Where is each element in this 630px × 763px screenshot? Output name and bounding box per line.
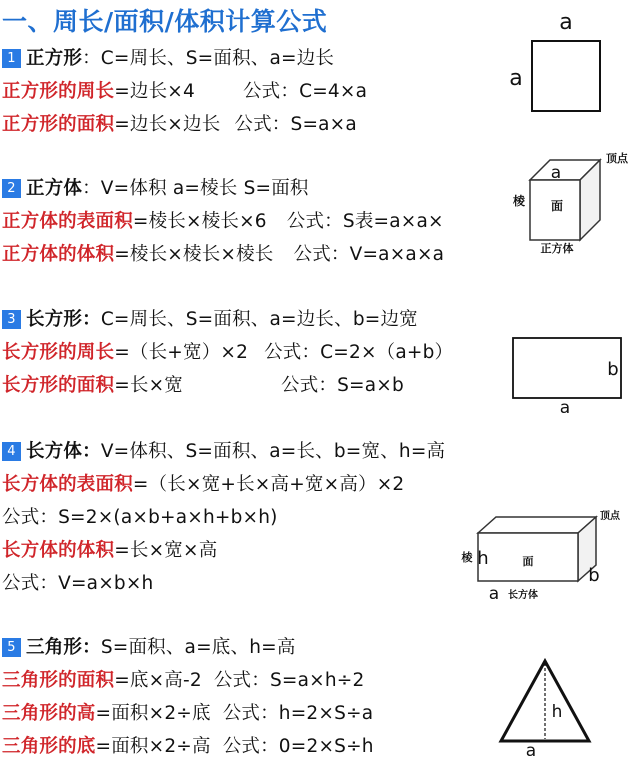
square-definition	[2, 46, 334, 72]
rectangle-perimeter-line	[2, 340, 453, 366]
section-name: 正方体	[26, 178, 83, 199]
height-label: h	[551, 702, 563, 722]
edge-label: 棱	[461, 551, 473, 564]
formula-expression: 公式：S=a×a	[234, 114, 357, 135]
cuboid-surface-line	[2, 472, 404, 498]
width-label: b	[588, 565, 600, 586]
formula-label: 三角形的高	[2, 703, 96, 724]
formula-label: 三角形的底	[2, 736, 96, 757]
cube-surface-line	[2, 209, 444, 235]
formula-label: 正方体的表面积	[2, 211, 133, 232]
cube-volume-line	[2, 242, 444, 268]
section-number: 4	[2, 442, 21, 461]
definition-text: C=周长、S=面积、a=边长、b=边宽	[100, 309, 418, 330]
formula-label: 长方形的面积	[2, 375, 115, 396]
page-title: 一、周长/面积/体积计算公式	[2, 7, 328, 36]
rectangle-figure	[510, 335, 625, 418]
height-label: h	[477, 548, 489, 569]
formula-expression: 公式：C=2×（a+b）	[264, 342, 454, 363]
section-name: 长方体：	[26, 441, 101, 462]
definition-text: ：C=周长、S=面积、a=边长	[82, 48, 335, 69]
side-b-label: b	[607, 359, 619, 380]
section-name: 长方形：	[26, 309, 101, 330]
definition-text: S=面积、a=底、h=高	[100, 637, 296, 658]
formula-rest: =棱长×棱长×棱长	[114, 244, 274, 265]
face-label: 面	[550, 199, 564, 213]
formula-label: 正方体的体积	[2, 244, 115, 265]
side-a-label: a	[559, 398, 571, 418]
formula-label: 长方形的周长	[2, 342, 115, 363]
definition-text: ：V=体积 a=棱长 S=面积	[82, 178, 309, 199]
cuboid-volume-line	[2, 538, 217, 564]
formula-label: 正方形的周长	[2, 81, 115, 102]
cuboid-volume-formula	[2, 571, 153, 597]
vertex-label: 顶点	[600, 511, 620, 522]
section-number: 3	[2, 310, 21, 329]
square-perimeter-line	[2, 79, 367, 105]
triangle-figure	[495, 655, 605, 761]
section-name: 正方形	[26, 48, 83, 69]
cube-caption: 正方体	[540, 242, 574, 255]
formula-expression: 公式：S表=a×a×	[286, 211, 444, 232]
formula-expression: 公式：S=a×h÷2	[213, 670, 365, 691]
formula-expression: 公式：C=4×a	[242, 81, 368, 102]
formula-rest: =棱长×棱长×6	[132, 211, 267, 232]
cuboid-surface-formula	[2, 505, 278, 531]
section-number: 2	[2, 179, 21, 198]
side-label-left: a	[509, 66, 523, 91]
formula-rest: =（长+宽）×2	[114, 342, 249, 363]
triangle-base-line	[2, 734, 374, 760]
definition-text: V=体积、S=面积、a=长、b=宽、h=高	[100, 441, 446, 462]
edge-a-label: a	[550, 163, 562, 183]
formula-rest: =边长×4	[114, 81, 195, 102]
formula-expression: 公式：0=2×S÷h	[222, 736, 374, 757]
section-name: 三角形：	[26, 637, 101, 658]
cuboid-caption: 长方体	[508, 590, 538, 601]
square-area-line	[2, 112, 357, 138]
formula-expression: 公式：S=2×(a×b+a×h+b×h)	[2, 507, 278, 528]
face-label: 面	[522, 555, 534, 568]
side-label-top: a	[559, 10, 573, 35]
base-label: a	[525, 741, 537, 761]
formula-rest: =边长×边长	[114, 114, 221, 135]
formula-expression: 公式：S=a×b	[281, 375, 404, 396]
cuboid-figure	[458, 505, 630, 610]
triangle-definition	[2, 635, 296, 661]
formula-expression: 公式：V=a×a×a	[293, 244, 445, 265]
formula-label: 正方形的面积	[2, 114, 115, 135]
section-number: 1	[2, 49, 21, 68]
cuboid-definition	[2, 439, 445, 465]
length-label: a	[488, 584, 500, 604]
triangle-height-line	[2, 701, 373, 727]
formula-rest: =底×高-2	[114, 670, 202, 691]
triangle-area-line	[2, 668, 364, 694]
square-figure	[500, 5, 610, 115]
formula-rest: =面积×2÷高	[95, 736, 211, 757]
cube-definition	[2, 176, 309, 202]
formula-expression: 公式：h=2×S÷a	[222, 703, 374, 724]
formula-rest: =长×宽×高	[114, 540, 218, 561]
edge-label: 棱	[512, 194, 526, 208]
formula-label: 长方体的表面积	[2, 474, 133, 495]
vertex-label: 顶点	[606, 152, 628, 165]
formula-label: 三角形的面积	[2, 670, 115, 691]
formula-rest: =（长×宽+长×高+宽×高）×2	[132, 474, 405, 495]
section-number: 5	[2, 638, 21, 657]
formula-rest: =长×宽	[114, 375, 184, 396]
formula-expression: 公式：V=a×b×h	[2, 573, 154, 594]
rectangle-area-line	[2, 373, 404, 399]
formula-label: 长方体的体积	[2, 540, 115, 561]
formula-rest: =面积×2÷底	[95, 703, 211, 724]
rectangle-definition	[2, 307, 418, 333]
cube-figure	[505, 150, 630, 260]
